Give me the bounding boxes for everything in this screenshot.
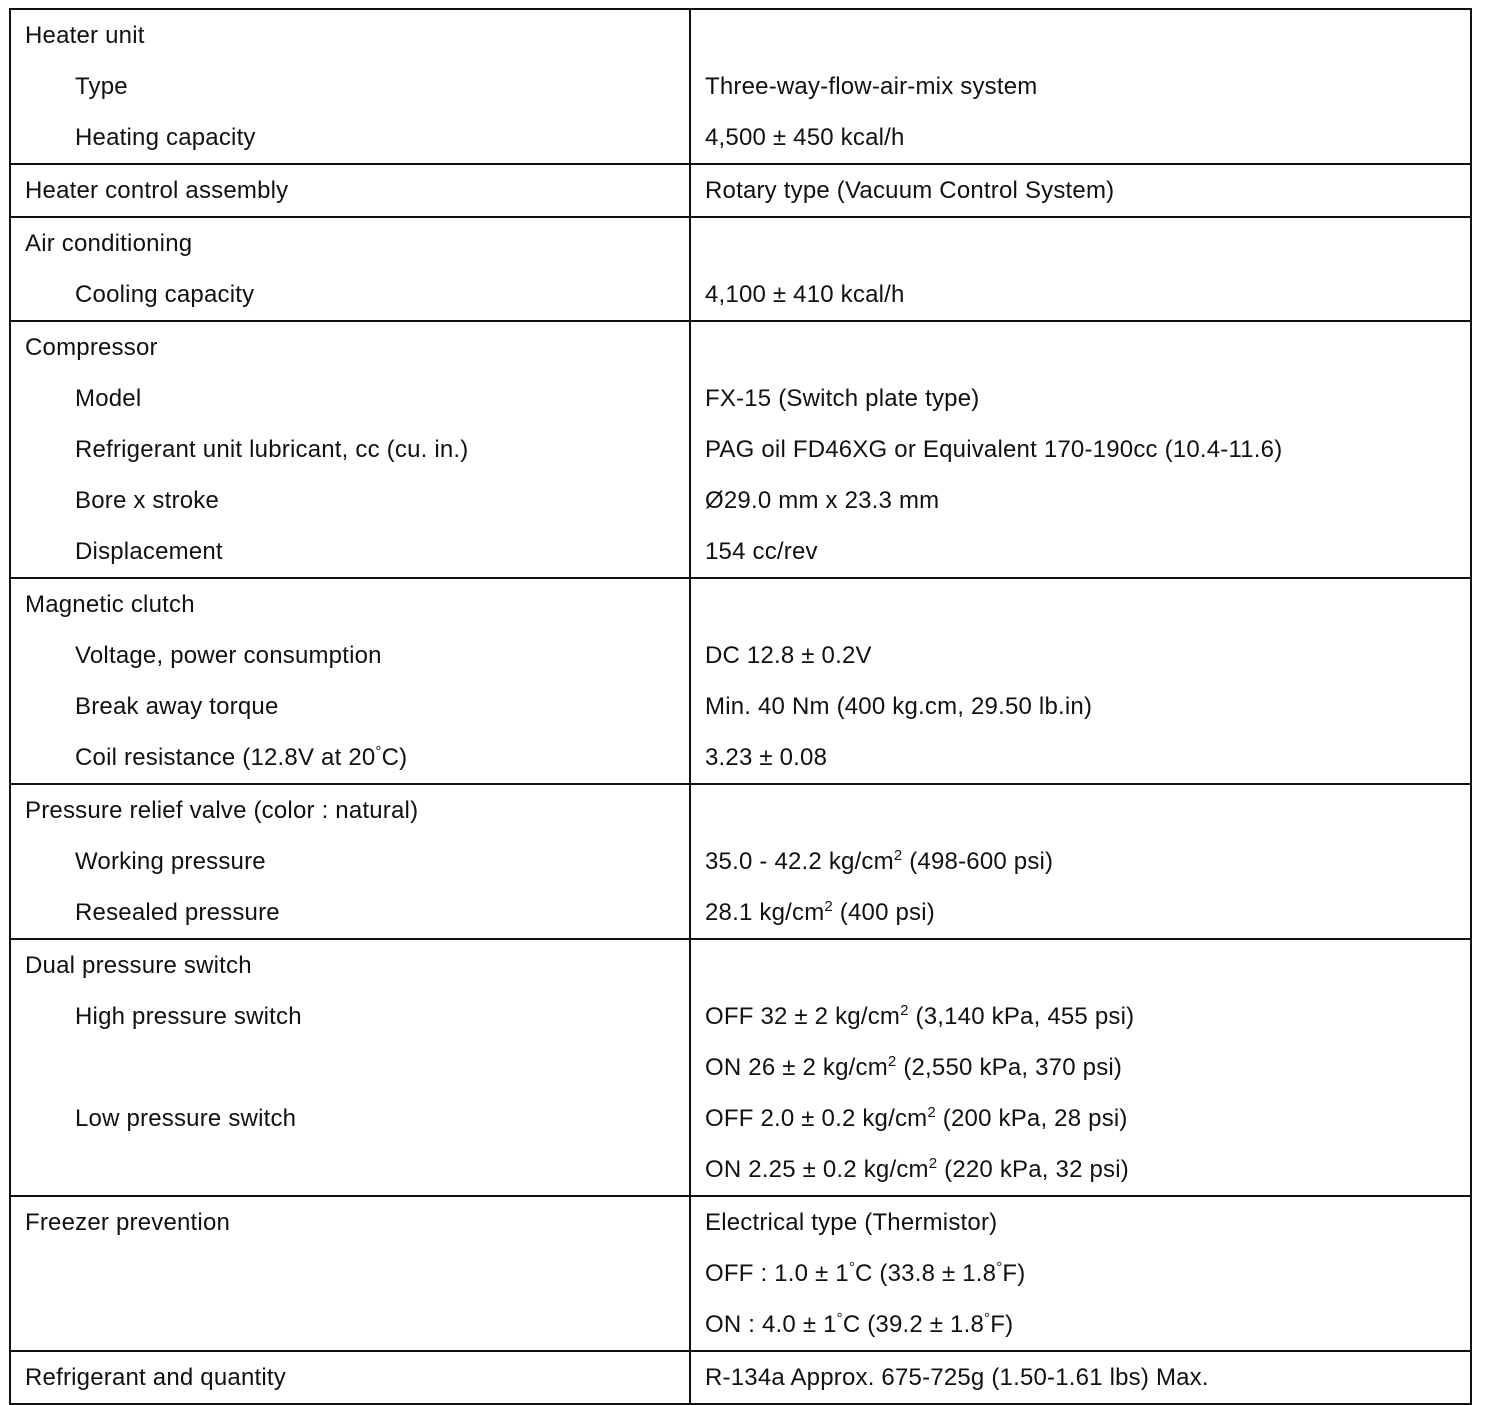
group-title: Compressor — [25, 334, 158, 361]
spec-value: Rotary type (Vacuum Control System) — [705, 177, 1115, 204]
spec-values — [690, 217, 1471, 321]
spec-value: 4,500 ± 450 kcal/h — [705, 124, 905, 151]
specification-table — [9, 8, 1472, 1405]
spec-group — [10, 939, 1471, 1196]
spec-value: 3.23 ± 0.08 — [705, 744, 828, 771]
spec-label: High pressure switch — [75, 1003, 302, 1030]
spec-labels — [10, 164, 690, 217]
spec-group — [10, 321, 1471, 578]
spec-group — [10, 1351, 1471, 1404]
spec-value: 35.0 - 42.2 $kg/cm^2$ (498-600 psi) — [705, 847, 1054, 875]
spec-value: OFF 2.0 ± 0.2 $kg/cm^2$ (200 kPa, 28 psi) — [705, 1104, 1128, 1132]
spec-value: Min. 40 Nm (400 kg.cm, 29.50 lb.in) — [705, 693, 1093, 720]
spec-value — [691, 322, 1470, 373]
spec-values — [690, 321, 1471, 578]
spec-value: OFF 32 ± 2 $kg/cm^2$ (3,140 kPa, 455 psi) — [705, 1002, 1135, 1030]
spec-label — [11, 1299, 689, 1350]
group-title: Air conditioning — [25, 230, 193, 257]
group-title: Dual pressure switch — [25, 952, 252, 979]
spec-labels — [10, 784, 690, 939]
spec-labels — [10, 1351, 690, 1404]
spec-value: 4,100 ± 410 kcal/h — [705, 281, 905, 308]
group-title: Heater unit — [25, 22, 145, 49]
spec-label: Type — [75, 73, 128, 100]
spec-value: 154 cc/rev — [705, 538, 818, 565]
spec-value: Electrical type (Thermistor) — [705, 1209, 998, 1236]
spec-label: Displacement — [75, 538, 223, 565]
spec-group — [10, 1196, 1471, 1351]
spec-label: Working pressure — [75, 848, 266, 875]
spec-value: ON : 4.0 ± 1°C (39.2 ± 1.8°F) — [705, 1310, 1014, 1338]
spec-value — [691, 785, 1470, 836]
spec-value: ON 26 ± 2 $kg/cm^2$ (2,550 kPa, 370 psi) — [705, 1053, 1123, 1081]
group-title: Freezer prevention — [25, 1209, 231, 1236]
spec-label: Cooling capacity — [75, 281, 255, 308]
spec-value: OFF : 1.0 ± 1°C (33.8 ± 1.8°F) — [705, 1259, 1026, 1287]
spec-labels — [10, 578, 690, 784]
spec-value: Ø29.0 mm x 23.3 mm — [705, 487, 940, 514]
spec-value — [691, 579, 1470, 630]
spec-value: R-134a Approx. 675-725g (1.50-1.61 lbs) Max. — [705, 1364, 1209, 1391]
spec-labels — [10, 321, 690, 578]
spec-values — [690, 784, 1471, 939]
spec-values — [690, 1351, 1471, 1404]
spec-value — [691, 218, 1470, 269]
spec-label: Model — [75, 385, 142, 412]
spec-label: Resealed pressure — [75, 899, 280, 926]
spec-label: Coil resistance (12.8V at 20°C) — [75, 743, 408, 771]
group-title: Heater control assembly — [25, 177, 289, 204]
group-title: Refrigerant and quantity — [25, 1364, 286, 1391]
spec-value: Three-way-flow-air-mix system — [705, 73, 1038, 100]
spec-label — [11, 1144, 689, 1195]
spec-value — [691, 940, 1470, 991]
spec-value: FX-15 (Switch plate type) — [705, 385, 980, 412]
spec-value: ON 2.25 ± 0.2 $kg/cm^2$ (220 kPa, 32 psi) — [705, 1155, 1129, 1183]
group-title: Magnetic clutch — [25, 591, 195, 618]
spec-values — [690, 939, 1471, 1196]
spec-group — [10, 578, 1471, 784]
spec-label: Refrigerant unit lubricant, cc (cu. in.) — [75, 436, 469, 463]
spec-labels — [10, 217, 690, 321]
spec-label — [11, 1042, 689, 1093]
spec-group — [10, 784, 1471, 939]
spec-group — [10, 217, 1471, 321]
spec-value: DC 12.8 ± 0.2V — [705, 642, 872, 669]
spec-group — [10, 9, 1471, 164]
spec-label: Bore x stroke — [75, 487, 219, 514]
spec-values — [690, 9, 1471, 164]
spec-label: Low pressure switch — [75, 1105, 297, 1132]
spec-values — [690, 164, 1471, 217]
spec-labels — [10, 1196, 690, 1351]
spec-values — [690, 578, 1471, 784]
spec-group — [10, 164, 1471, 217]
spec-label: Voltage, power consumption — [75, 642, 382, 669]
spec-labels — [10, 9, 690, 164]
spec-labels — [10, 939, 690, 1196]
spec-value: PAG oil FD46XG or Equivalent 170-190cc (10.4-11.6) — [705, 436, 1283, 463]
group-title: Pressure relief valve (color : natural) — [25, 797, 419, 824]
spec-label: Break away torque — [75, 693, 279, 720]
spec-label — [11, 1248, 689, 1299]
spec-values — [690, 1196, 1471, 1351]
spec-label: Heating capacity — [75, 124, 256, 151]
spec-value: 28.1 $kg/cm^2$ (400 psi) — [705, 898, 935, 926]
spec-value — [691, 10, 1470, 61]
